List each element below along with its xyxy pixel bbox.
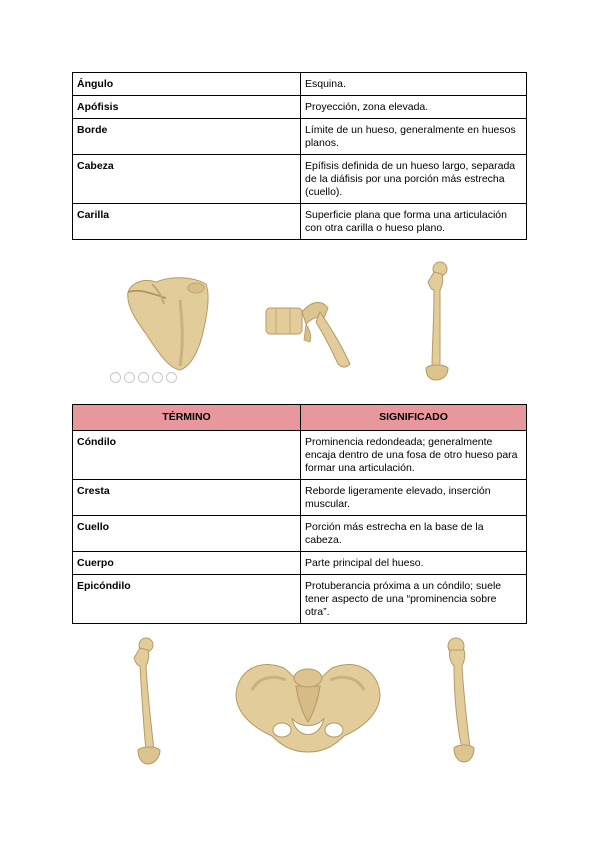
terms-table-2 [72, 404, 527, 624]
femur-illustration [128, 636, 164, 768]
table-row [73, 96, 527, 119]
table-row [73, 431, 527, 480]
image-toolbar [110, 372, 177, 383]
vertebra-illustration [262, 294, 358, 372]
meaning-cell: Proyección, zona elevada. [301, 96, 527, 119]
femur-illustration [420, 260, 456, 384]
meaning-cell: Epífisis definida de un hueso largo, separada de la diáfisis por una porción más estrecha (cuello). [301, 155, 527, 204]
pelvis-illustration [232, 656, 384, 756]
meaning-cell: Límite de un hueso, generalmente en huesos planos. [301, 119, 527, 155]
term-cell: Cuerpo [73, 552, 301, 575]
scapula-illustration [122, 270, 214, 374]
column-header-meaning: SIGNIFICADO [301, 405, 527, 431]
circle-icon [152, 372, 163, 383]
table-row [73, 552, 527, 575]
term-cell: Epicóndilo [73, 575, 301, 624]
meaning-cell: Superficie plana que forma una articulación con otra carilla o hueso plano. [301, 204, 527, 240]
circle-icon [138, 372, 149, 383]
table-row [73, 516, 527, 552]
table-row [73, 73, 527, 96]
circle-icon [166, 372, 177, 383]
meaning-cell: Esquina. [301, 73, 527, 96]
table-header-row [73, 405, 527, 431]
term-cell: Ángulo [73, 73, 301, 96]
circle-icon [124, 372, 135, 383]
humerus-illustration [440, 636, 476, 768]
term-cell: Cóndilo [73, 431, 301, 480]
meaning-cell: Reborde ligeramente elevado, inserción muscular. [301, 480, 527, 516]
column-header-term: TÉRMINO [73, 405, 301, 431]
meaning-cell: Parte principal del hueso. [301, 552, 527, 575]
term-cell: Cresta [73, 480, 301, 516]
term-cell: Borde [73, 119, 301, 155]
term-cell: Cabeza [73, 155, 301, 204]
terms-table-1 [72, 72, 527, 240]
meaning-cell: Porción más estrecha en la base de la cabeza. [301, 516, 527, 552]
table-row [73, 480, 527, 516]
meaning-cell: Prominencia redondeada; generalmente encaja dentro de una fosa de otro hueso para formar una articulación. [301, 431, 527, 480]
table-row [73, 155, 527, 204]
table-row [73, 119, 527, 155]
circle-icon [110, 372, 121, 383]
term-cell: Carilla [73, 204, 301, 240]
table-row [73, 575, 527, 624]
meaning-cell: Protuberancia próxima a un cóndilo; suele tener aspecto de una “prominencia sobre otra”. [301, 575, 527, 624]
table-row [73, 204, 527, 240]
term-cell: Cuello [73, 516, 301, 552]
term-cell: Apófisis [73, 96, 301, 119]
